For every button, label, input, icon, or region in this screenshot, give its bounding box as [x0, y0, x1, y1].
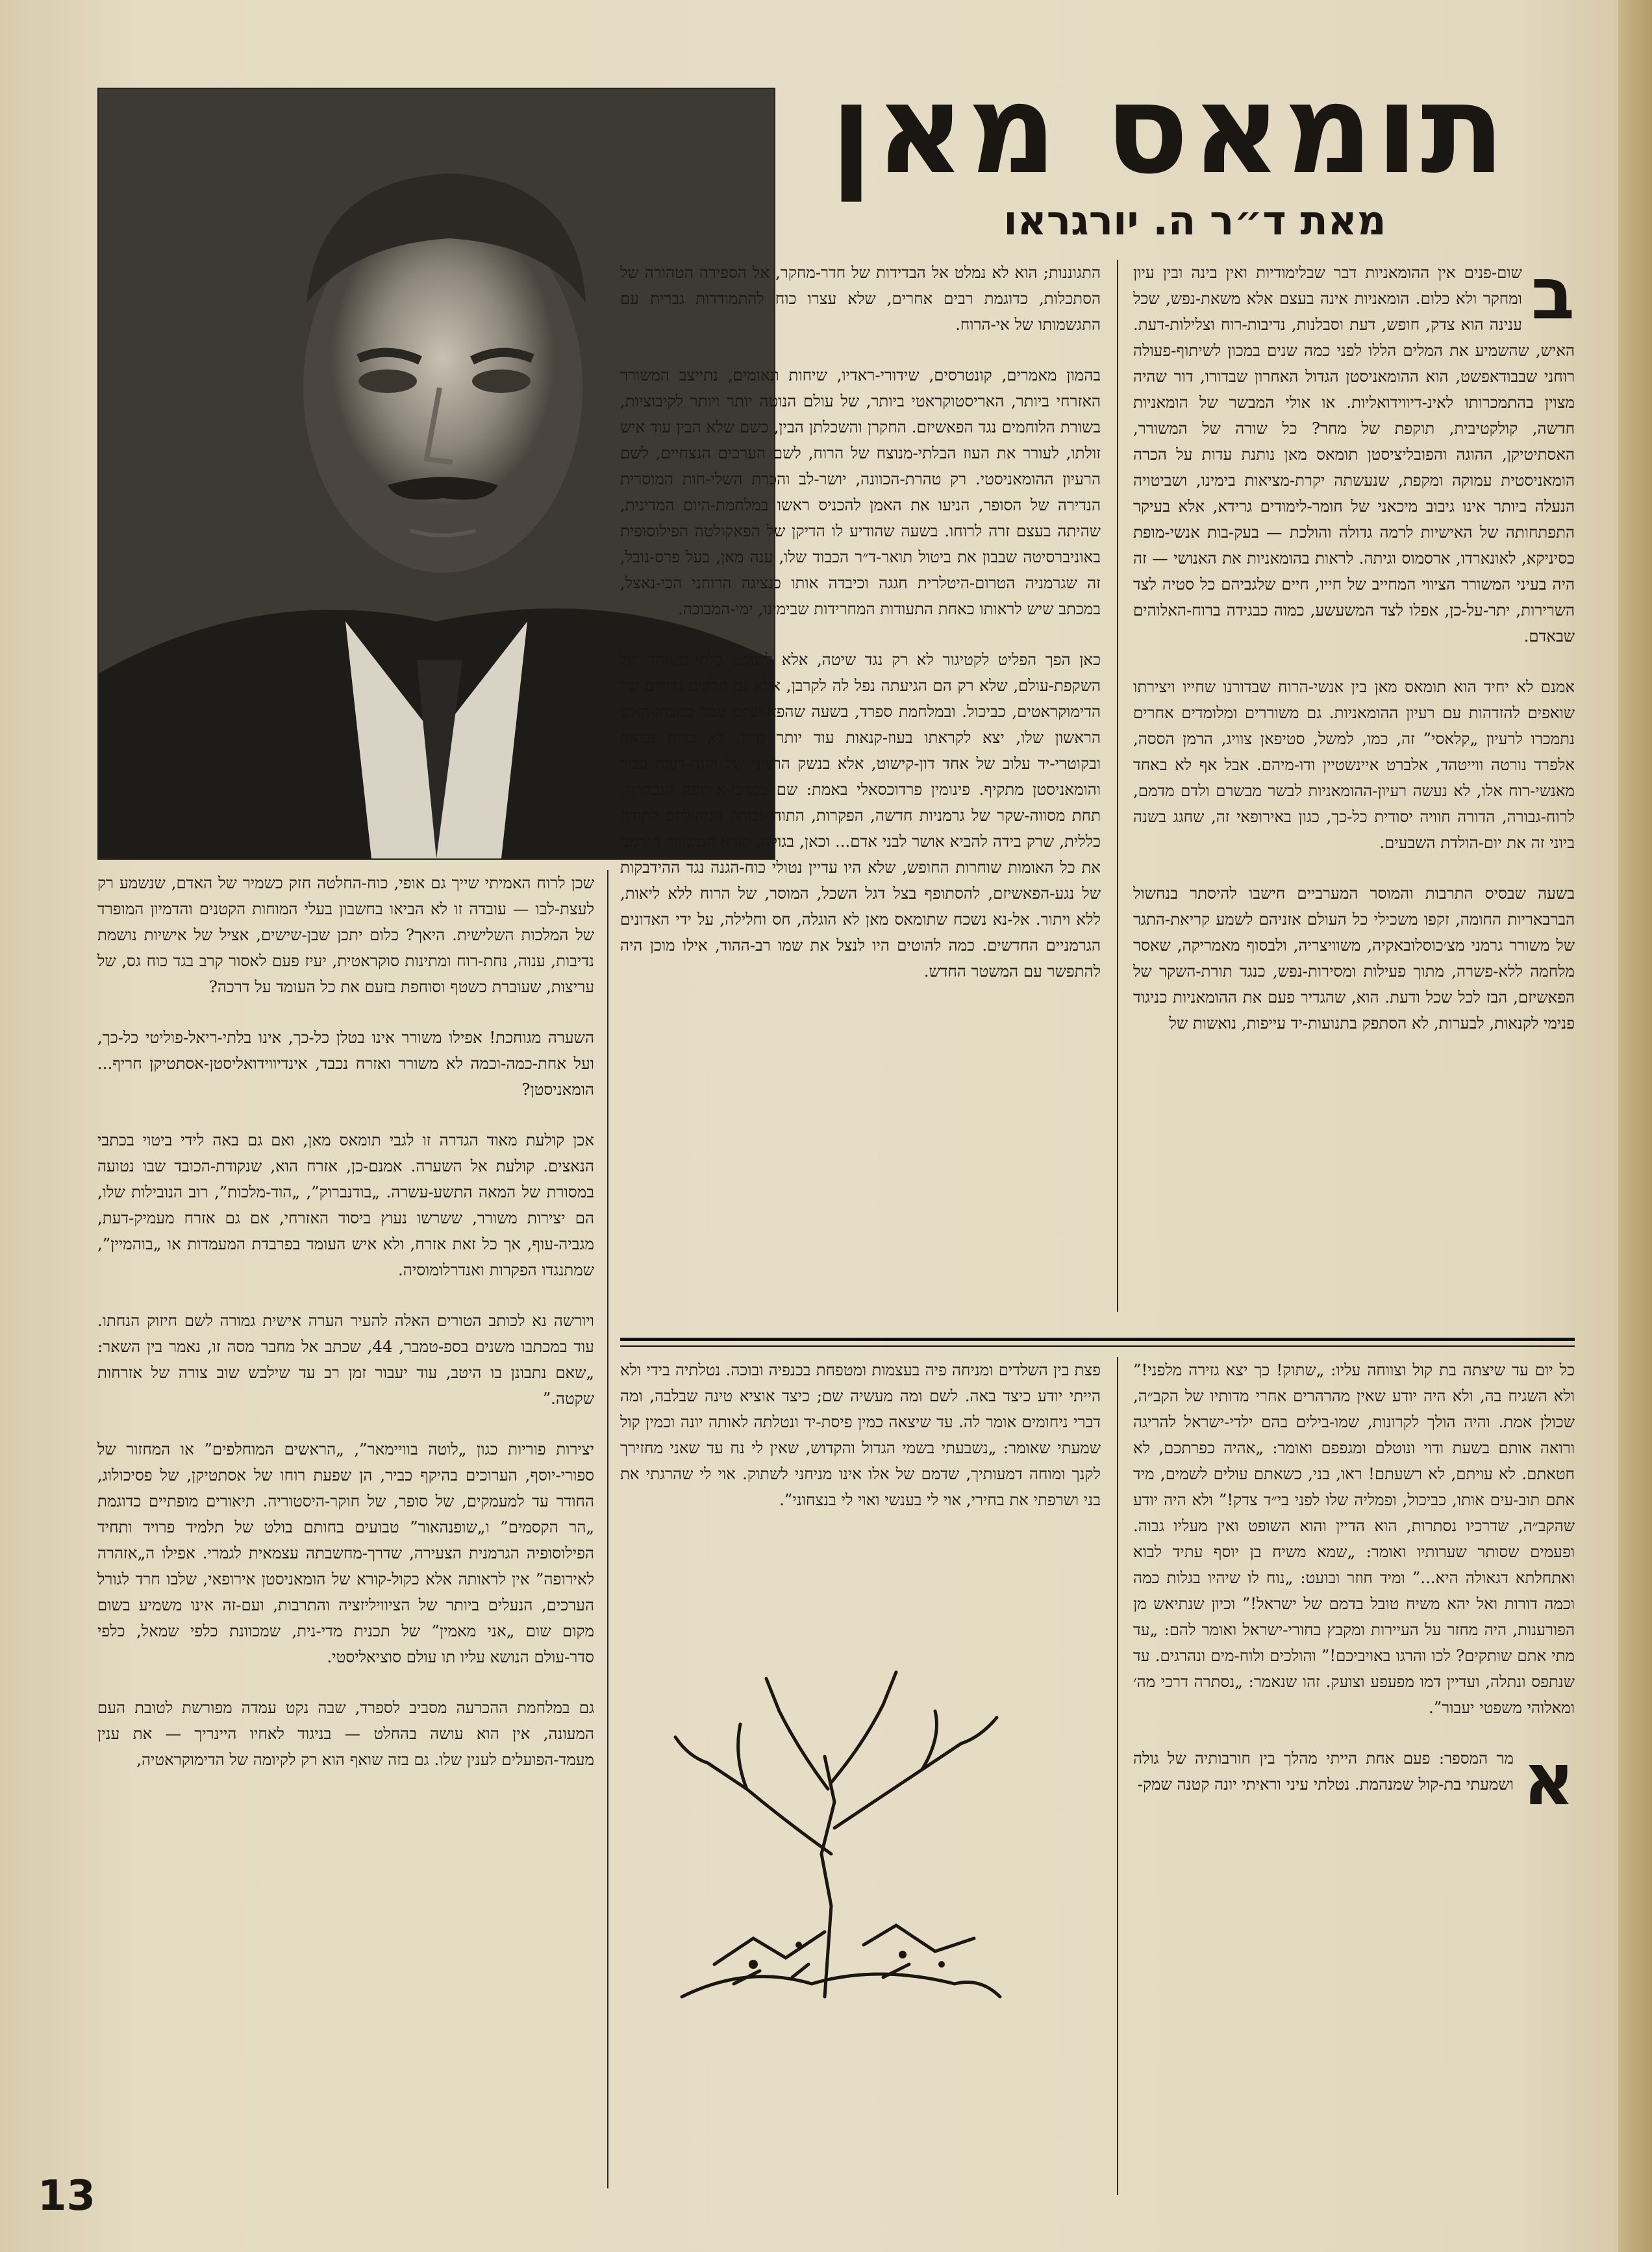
- article-paragraph: בהמון מאמרים, קונטרסים, שידורי-ראדיו, שיחות ונאומים, נתייצב המשורר האזרחי ביותר, האריסטוקראטי ביותר, של עולם הנוטה יותר ויותר לקיבוציות, בשורת הלוחמים נגד הפאשיזם. החקרן והשכלתן הבין, כשם שלא הבין עוד איש זולתו, לעורר את העוז הבלתי-מנוצח של הרוח, לשם הערכים הנצחיים, לשם הרעיון ההומאניסטי. רק טהרת-הכוונה, יושר-לב והכרת השלי-חות המוסרית הנדירה של הסופר, הניעו את האמן להכניס ראשו במלחמת-היום המדינית, שהיתה בעצם זרה לרוחו. בשעה שהודיע לו הדיקן של הפאקולטה הפילוסופית באוניברסיטה שבבון את ביטול תואר-ד״ר הכבוד שלו, ענה מאן, בעל פרס-נובל, זה שגרמניה הטרום-היטלרית חגגה וכיבדה אותו כנציגה הרוחני הכי-נאצל, במכתב שיש לראותו כאחת התעודות המחרידות שבימינו, ימי-המבוכה.: [620, 366, 1101, 618]
- page-edge: [1618, 0, 1652, 2252]
- story-paragraph: כל יום עד שיצתה בת קול וצווחה עליו: „שתוק! כך יצא גזירה מלפני!” ולא השגיח בה, ולא היה יודע שאין מהרהרים אחרי מדותיו של הקב״ה, שכולן אמת. והיה הולך לקרונות, שמו-בילים בהם ילדי-ישראל להריגה ורואה אותם בשעת ודוי ונוטלם ומגפפם ואומר: „אהיה כפרתכם, לא חטאתם. לא עויתם, לא רשעתם! ראו, בני, כשאתם עולים לשמים, מיד אתם תוב-עים אותו, כביכול, ופמליה שלו לפני בי״ד צדק!” ולא היה יודע שהקב״ה, שדרכיו נסתרות, הוא הדיין והוא השופט ואין מעליו גבוה. ופעמים שסותר שערותיו ואומר: „שמא משיח בן יוסף עתיד לבוא ואתחלתא דגאולה היא...” ומיד חוזר ובועט: „נוח לו שיהיו בגלות כמה וכמה דורות ואל יהא משיח טובל בדמם של ישראל!” וכיון שנתיאש מן הפורענות, היה מחזר על העיירות ומקבץ בחורי-ישראל ואומר להם: „עד מתי אתם שותקים? לכו והרגו באויביכם!” והולכים ולוח-מים ונהרגים. עד שנתפס ונתלה, ועדיין דמו מפעפע וצועק. זהו שנאמר: „נסתרה דרכי מה׳ ומאלוהי משפטי יעבור”.: [1133, 1360, 1575, 1717]
- section-divider-rule-thin: [620, 1345, 1575, 1347]
- article-paragraph: גם במלחמת ההכרעה מסביב לספרד, שבה נקט עמדה מפורשת לטובת העם המעונה, אין הוא עושה בהחלט — בניגוד לאחיו היינריך — את ענין מעמד-הפועלים לענין שלו. גם בזה שואף הוא רק לקיומה של הדימוקראטיה,: [97, 1698, 594, 1769]
- column-divider: [1117, 1357, 1118, 2195]
- article-paragraph: ויורשה נא לכותב הטורים האלה להעיר הערה אישית גמורה לשם חיזוק הנחתו. עוד במכתבו משנים בספ-טמבר, 44, שכתב אל מחבר מסה זו, נאמר בין השאר: „שאם נתבונן בו היטב, עוד יעבור זמן רב עד שילבש שוב צורה של אזרחות שקטה.”: [97, 1311, 594, 1408]
- story-column-right: [1133, 1357, 1575, 2201]
- page-number: 13: [38, 2172, 96, 2220]
- article-byline: מאת ד״ר ה. יורגראו: [1003, 197, 1386, 244]
- article-paragraph: השערה מגוחכת! אפילו משורר אינו בטלן כל-כך, אינו בלתי-ריאל-פוליטי כל-כך, ועל אחת-כמה-וכמה לא משורר ואזרח נכבד, אינדיווידואליסטן-אסתטיקן חריף... הומאניסטן?: [97, 1028, 594, 1099]
- article-paragraph: בשעה שבסיס התרבות והמוסר המערביים חישבו להיסתר בנחשול הברבאריות החומה, זקפו משכילי כל העולם אזניהם לשמע קריאת-התגר של משורר גרמני מצ׳כוסלובאקיה, משוויצריה, ולבסוף מאמריקה, שאסר מלחמה ללא-פשרה, מתוך פעילות ומסירות-נפש, כנגד תורת-השקר של הפאשיזם, הבז לכל שכל ודעת. הוא, שהגדיר פעם את ההומאניות כניגוד פנימי לקנאות, לבערות, לא הסתפק בתנועות-יד עייפות, נואשות של: [1133, 884, 1575, 1032]
- article-paragraph: התגוננות; הוא לא נמלט אל הבדידות של חדר-מחקר, אל הספירה הטהורה של הסתכלות, כדוגמת רבים אחרים, שלא עצרו כוח להתמודדות גברית עם התגשמותו של אי-הרוח.: [620, 263, 1101, 334]
- article-paragraph: אכן קולעת מאוד הגדרה זו לגבי תומאס מאן, ואם גם באה לידי ביטוי בכתבי הנאצים. קולעת אל השערה. אמנם-כן, אזרח הוא, שנקודת-הכובד שבו נטועה במסורת של המאה התשע-עשרה. „בודנברוק”, „הוד-מלכות”, רוב הנובילות שלו, הם יצירות משורר, ששרשו נעוץ ביסוד האזרחי, אם גם אזרח מעמיק-דעת, מגביה-עוף, אך כל זאת אזרח, ולא איש העומד בפרבדת המעמדות או „בוהמיין”, שמתנגדו הפקרות ואנדרלומוסיה.: [97, 1131, 594, 1279]
- tree-ruins-sketch: [669, 1659, 1007, 2010]
- column-divider: [607, 870, 608, 2188]
- article-column-middle: [620, 260, 1101, 1318]
- story-paragraph: פצת בין השלדים ומניחה פיה בעצמות ומטפחת בכנפיה ובוכה. נטלתיה בידי ולא הייתי יודע כיצד באה. לשם ומה מעשיה שם; כיצד אוציא טינה שבלבה, ומה דברי ניחומים אומר לה. עד שיצאה כמין פיסת-יד ונטלתה לאותה יונה וכמין קול שמעתי שאומר: „נשבעתי בשמי הגדול והקדוש, שאין לי נח עד שאני מחזירך לקנך ומוחה דמעותיך, שדמם של אלו אינו מניחני לשתוק. אוי לי שהרגתי את בני ושרפתי את בחירי, אוי לי בענשי ואוי לי בנצחוני”.: [620, 1360, 1101, 1509]
- drop-cap: ב: [1531, 252, 1575, 335]
- article-column-right: [1133, 252, 1575, 1318]
- article-paragraph: כאן הפך הפליט לקטיגור לא רק נגד שיטה, אלא לשופט בלתי-משוחד של השקפת-עולם, שלא רק הם הגיעתה נפל לה לקרבן, אלא גם חלקים גדולים של הדימוקראטים, כביכול. ובמלחמת ספרד, בשעה שהפא-שיזם עמד במבחן-האש הראשון שלו, יצא לקראתו בעוז-קנאות עוד יותר גדול, לא ברוח נביאה ובקוטרי-יד עלוב של אחד דון-קישוט, אלא בנשק הרציני של הוגה-דעות כביר והומאניסטן מתקיף. פינומין פרדוכסאלי באמת: שם במרכז-אירופה הנכתרה, תחת מסווה-שקר של גרמניות חדשה, הפקרות, התוהו-ובוהו, הניהיליזם לתורה כללית, שרק בידה להביא אושר לבני אדם... וכאן, בגולה, קורא המשורר הגרמני את כל האומות שוחרות החופש, שלא היו עדיין נטולי כוח-הגנה נגד ההידבקות של נגע-הפאשיזם, להסתופף בצל דגל השכל, המוסר, של הרוח ללא ליאות, ללא ויתור. אל-נא נשכח שתומאס מאן לא הוגלה, חס וחלילה, על ידי האדונים הגרמניים החדשים. כמה להוטים היו לנצל את שמו רב-ההוד, אילו מוכן היה להתפשר עם המשטר החדש.: [620, 650, 1101, 981]
- column-divider: [1117, 260, 1118, 1312]
- article-paragraph: שכן לרוח האמיתי שייך גם אופי, כוח-החלטה חזק כשמיר של האדם, שנשמע רק לעצת-לבו — עובדה זו לא הביאו בחשבון בעלי המוחות הקטנים והדמיון המופרד של המלכות השלישית. היאך? כלום יתכן שבן-שישים, אציל של אישיות נושמת נדיבות, ענוה, נחת-רוח ומתינות סוקראטית, יעיז פעם לאסור קרב בגד כוח גס, של עריצות, שעוברת כשטף וסוחפת בזעם את כל העומד על דרכה?: [97, 873, 594, 996]
- article-title: תומאס מאן: [830, 58, 1508, 201]
- article-column-left: [97, 870, 594, 2175]
- article-paragraph: אמנם לא יחיד הוא תומאס מאן בין אנשי-הרוח שבדורנו שחייו ויצירתו שואפים להזדהות עם רעיון ההומאניות. גם משוררים ומלומדים אחרים נתמכרו לרעיון „קלאסי” זה, כמו, למשל, סטיפאן צוויג, הרמן הססה, אלפרד נורטה ווייטהד, אלברט איינשטיין ודו-מיהם. אבל אף לא באחד מאנשי-רוח אלו, לא נעשה רעיון-ההומאניות לבשר מבשרם ולדם מדמם, לרוח-גבורה, הדורה חוויה יסודית כל-כך, כגון באירופאי זה, שחגג בשנה ביוני זה את יום-הולדת השבעים.: [1133, 677, 1575, 852]
- article-paragraph: [1133, 252, 1575, 649]
- paragraph-text: שום-פנים אין ההומאניות דבר שבלימודיות ואין בינה ובין עיון ומחקר ולא כלום. הומאניות אינה בעצם אלא משאת-נפש, שכל ענינה הוא צדק, חופש, דעת וסבלנות, נדיבות-רוח וצלילות-דעת. האיש, שהשמיע את המלים הללו לפני כמה שנים במכון לשיתוף-פעולה רוחני שבבודאפשט, הוא ההומאניסטן הגדול האחרון שבדורו, דור שהיה מצוין בהתמכרותו לאינ-דיווידואליות. או אולי המבשר של הומאניות חדשה, קולקטיבית, תוקפת של מחר? כל שורה של המשורר, האסתיטיקן, ההוגה והפובליציסטן תומאס מאן נותנת עדות על הכרה הומאניסטית עמוקה ומקפת, שנעשתה יקרת-מציאות בימינו, ושביטויה הנעלה ביותר אינו גיבוב מיכאני של חומר-לימודים גרידא, אלא בעיקר התפתחותה של האישיות לרמה גדולה והולכת — בעק-בות אנשי-מופת כסיניקא, לאונארדו, ארסמוס וגיתה. לראות בהומאניות את האנושי — זה היה בעיני המשורר הציווי המחייב של חייו, חיים שלגביהם כל סטיה לצד השרירות, יתר-על-כן, אפלו לצד המשעשע, כמוה כבגידה ברוח-האלוהים שבאדם.: [1133, 263, 1575, 645]
- section-divider-rule: [620, 1338, 1575, 1341]
- article-paragraph: יצירות פוריות כגון „לוטה בוויימאר”, „הראשים המוחלפים” או המחזור של ספורי-יוסף, הערוכים בהיקף כביר, הן שפעת רוחו של אסתטיקן, של פסיכולוג, החודר עד למעמקים, של סופר, של חוקר-היסטוריה. תיאורים מופתיים כדוגמת „הר הקסמים” ו„שופנהאור” טבועים בחותם בולט של תלמיד פרויד ותחיד הפילוסופיה הגרמנית הצעירה, שדרך-מחשבתה עצמאית לגמרי. אפילו ה„אזהרה לאירופה” אין לראותה אלא כקול-קורא של הומאניסטן אירופאי, שלבו חרד לגורל הערכים, הנעלים ביותר של הציוויליזציה והתרבות, ועם-זה אינו משמיע בשום מקום שום „אני מאמין” של תכנית מדי-נית, שמכוונת כלפי שמאל, כלפי סדר-עולם הנושא עליו תו עולם סוציאליסטי.: [97, 1440, 594, 1666]
- paragraph-text: מר המספר: פעם אחת הייתי מהלך בין חורבותיה של גולה ושמעתי בת-קול שמנהמת. נטלתי עיני וראיתי יונה קטנה שמק-: [1133, 1749, 1514, 1794]
- story-column-middle: [620, 1357, 1101, 1643]
- drop-cap: א: [1522, 1738, 1575, 1821]
- story-paragraph: [1133, 1738, 1575, 1821]
